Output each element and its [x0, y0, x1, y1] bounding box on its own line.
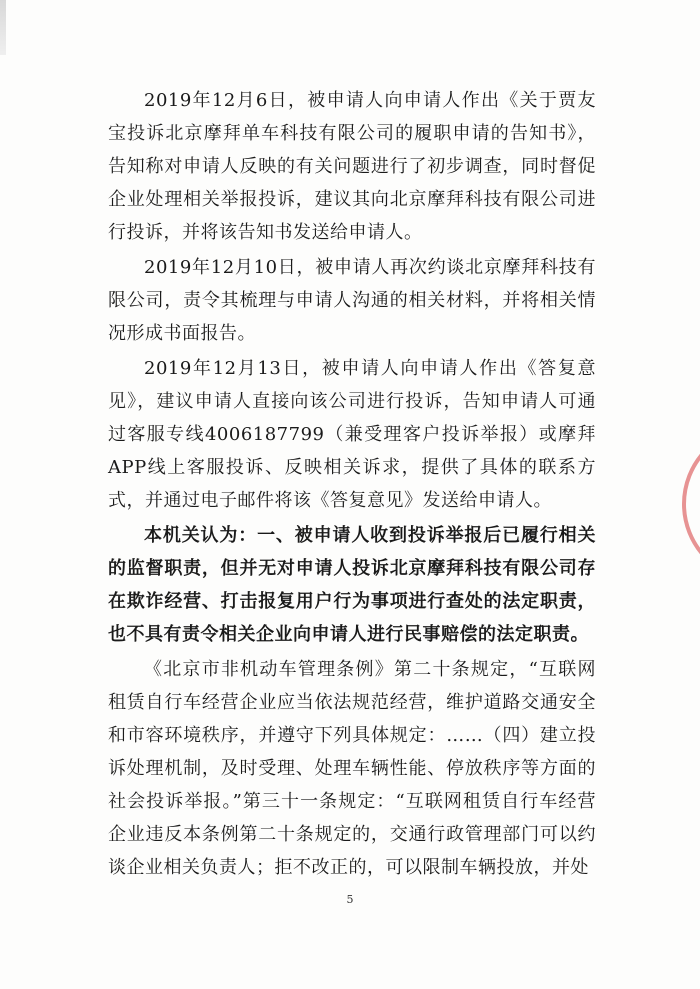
paragraph-dec10-interview: 2019年12月10日，被申请人再次约谈北京摩拜科技有限公司，责令其梳理与申请人沟通的相关材料，并将相关情况形成书面报告。 — [108, 257, 596, 344]
scan-edge-mark — [0, 0, 6, 55]
paragraph-regulation-quote: 《北京市非机动车管理条例》第二十条规定，“互联网租赁自行车经营企业应当依法规范经营，维护道路交通安全和市容环境秩序，并遵守下列具体规定：……（四）建立投诉处理机制，及时受理、处理车辆性能、停放秩序等方面的社会投诉举报。”第三十一条规定：“互联网租赁自行车经营企业违反本条例第二十条规定的，交通行政管理部门可以约谈企业相关负责人；拒不改正的，可以限制车辆投放，并处 — [108, 659, 596, 878]
red-seal-fragment — [678, 425, 700, 575]
document-body — [108, 84, 596, 884]
seal-ring — [682, 425, 700, 575]
page-number: 5 — [346, 893, 354, 906]
paragraph-dec6-notice: 2019年12月6日，被申请人向申请人作出《关于贾友宝投诉北京摩拜单车科技有限公司的履职申请的告知书》，告知称对申请人反映的有关问题进行了初步调查，同时督促企业处理相关举报投诉，建议其向北京摩拜科技有限公司进行投诉，并将该告知书发送给申请人。 — [108, 90, 596, 243]
paragraph-dec13-reply: 2019年12月13日，被申请人向申请人作出《答复意见》，建议申请人直接向该公司进行投诉，告知申请人可通过客服专线4006187799（兼受理客户投诉举报）或摩拜APP线上客服投诉、反映相关诉求，提供了具体的联系方式，并通过电子邮件将该《答复意见》发送给申请人。 — [108, 358, 596, 511]
paragraph-agency-opinion: 本机关认为：一、被申请人收到投诉举报后已履行相关的监督职责，但并无对申请人投诉北京摩拜科技有限公司存在欺诈经营、打击报复用户行为事项进行查处的法定职责，也不具有责令相关企业向申请人进行民事赔偿的法定职责。 — [108, 525, 596, 645]
